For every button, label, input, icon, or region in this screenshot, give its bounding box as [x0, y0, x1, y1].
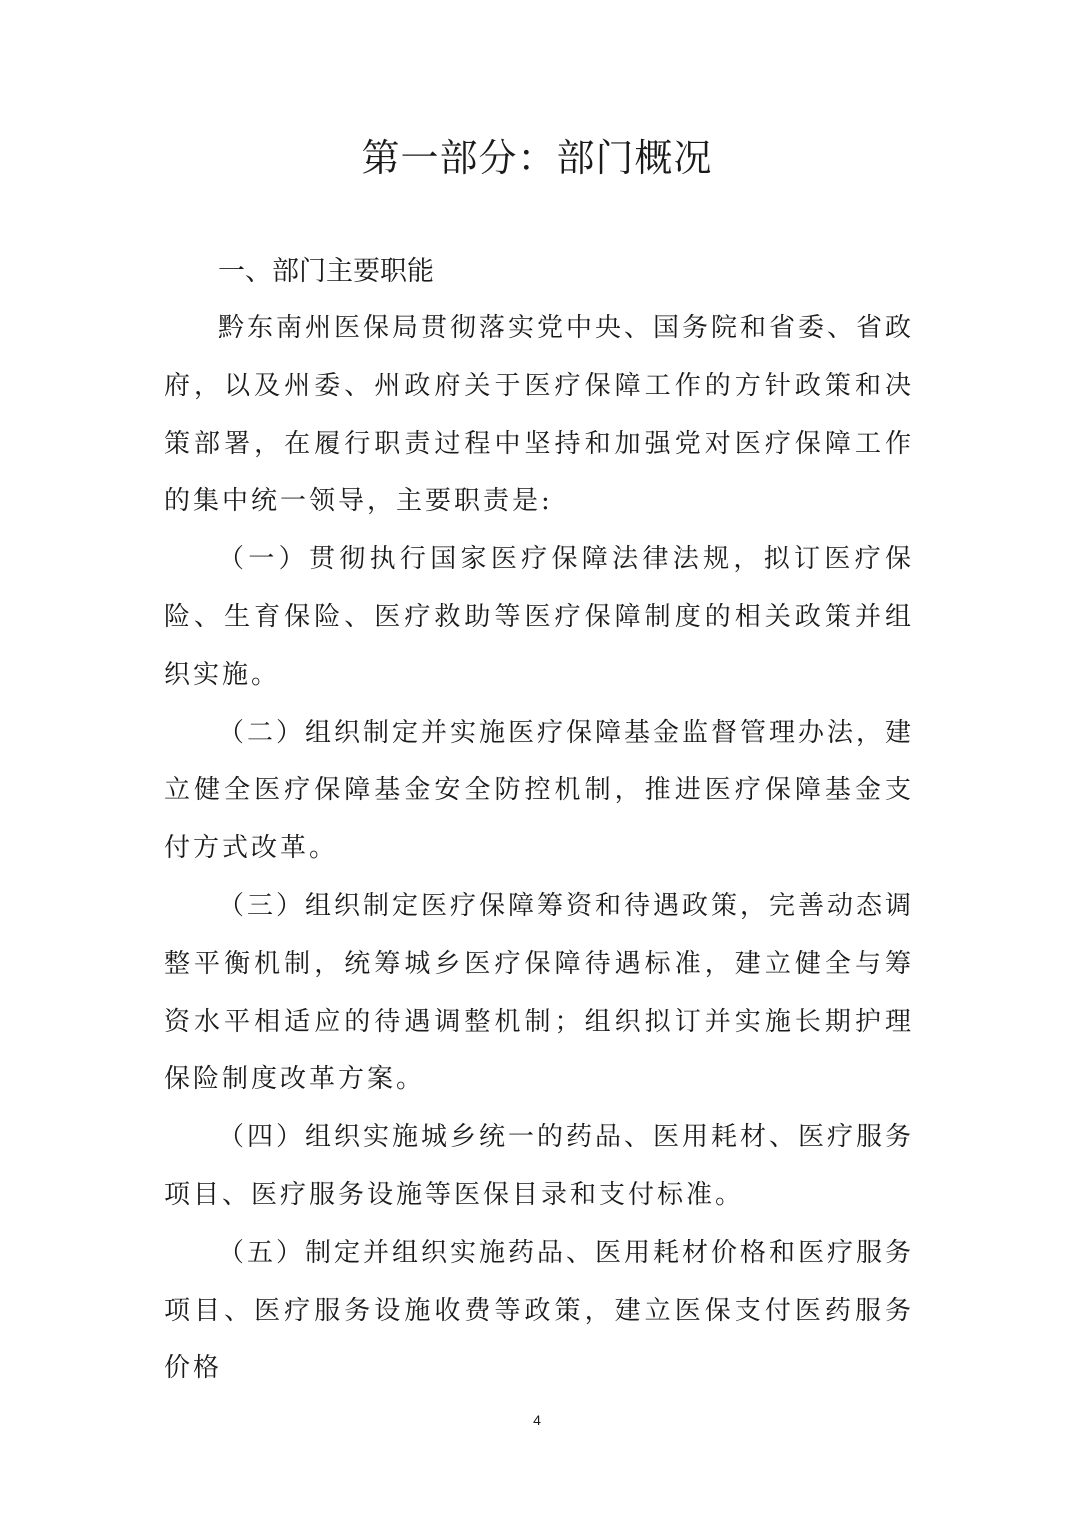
body-text [164, 300, 914, 1398]
paragraph-item-2: （二）组织制定并实施医疗保障基金监督管理办法，建立健全医疗保障基金安全防控机制，推进医疗保障基金支付方式改革。 [164, 717, 915, 864]
paragraph-item-1: （一）贯彻执行国家医疗保障法律法规，拟订医疗保险、生育保险、医疗救助等医疗保障制度的相关政策并组织实施。 [164, 544, 914, 690]
paragraph-item-4: （四）组织实施城乡统一的药品、医用耗材、医疗服务项目、医疗服务设施等医保目录和支付标准。 [164, 1122, 915, 1210]
page-title: 第一部分：部门概况 [361, 136, 713, 180]
paragraph-item-3: （三）组织制定医疗保障筹资和待遇政策，完善动态调整平衡机制，统筹城乡医疗保障待遇标准，建立健全与筹资水平相适应的待遇调整机制；组织拟订并实施长期护理保险制度改革方案。 [164, 890, 915, 1095]
paragraph-intro: 黔东南州医保局贯彻落实党中央、国务院和省委、省政府，以及州委、州政府关于医疗保障工作的方针政策和决策部署，在履行职责过程中坚持和加强党对医疗保障工作的集中统一领导，主要职责是: [164, 313, 915, 517]
page-number: 4 [533, 1412, 541, 1428]
paragraph-item-5: （五）制定并组织实施药品、医用耗材价格和医疗服务项目、医疗服务设施收费等政策，建立医保支付医药服务价格 [164, 1237, 915, 1384]
section-heading: 一、部门主要职能 [218, 256, 434, 287]
